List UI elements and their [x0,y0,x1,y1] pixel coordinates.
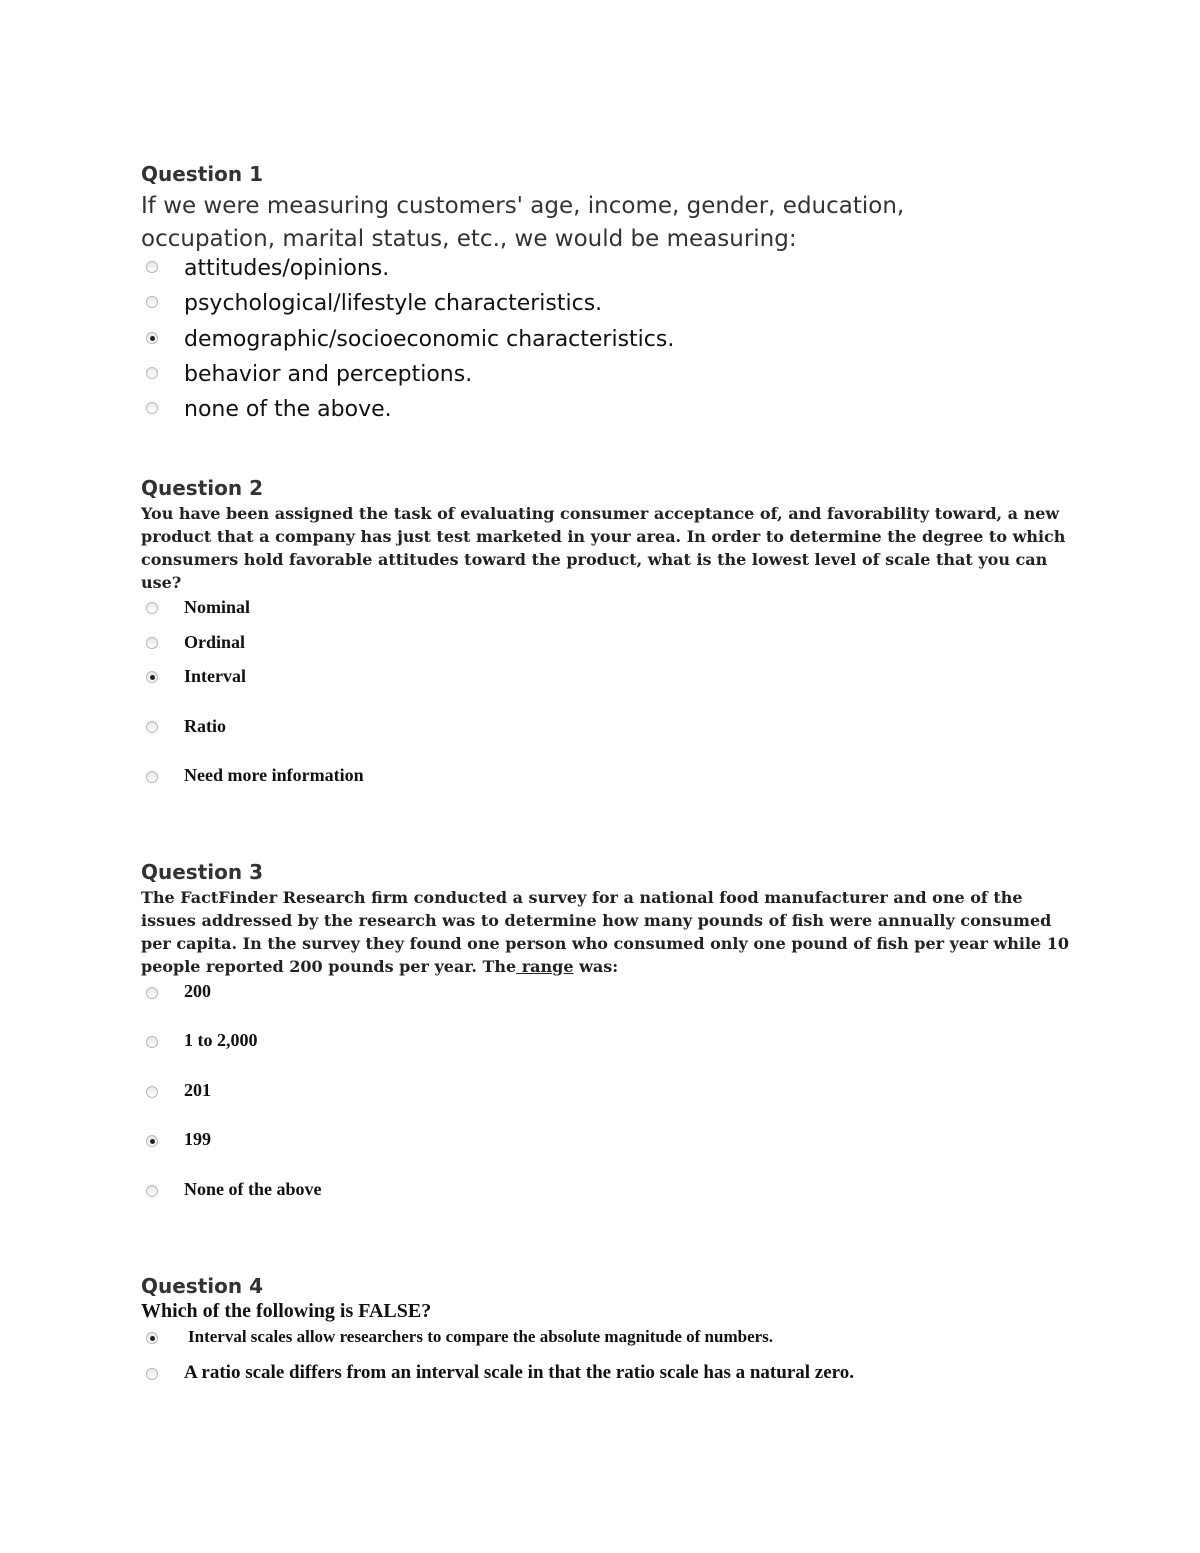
question-3-text-main: The FactFinder Research firm conducted a survey for a national food manufacturer and one of the issues addressed by the research was to determine how many pounds of fish were annually consumed per capita. In the survey they found one person who consumed only one pound of fish per year while 10 people reported 200 pounds per year. The [141,888,1070,976]
q2-option-1-label: Nominal [184,597,251,617]
question-2-title: Question 2 [141,476,263,500]
q4-option-2-label: A ratio scale differs from an interval scale in that the ratio scale has a natural zero. [184,1362,854,1383]
q3-option-3-label: 201 [184,1080,211,1100]
q1-option-1-label: attitudes/opinions. [184,256,390,281]
q3-option-2-radio[interactable] [146,1036,158,1048]
q2-option-1-radio[interactable] [146,602,158,614]
question-1-title: Question 1 [141,162,263,186]
q3-option-4-radio[interactable] [146,1135,158,1147]
q3-option-5-radio[interactable] [146,1185,158,1197]
question-2-text: You have been assigned the task of evaluating consumer acceptance of, and favorability toward, a new product that a company has just test marketed in your area. In order to determine the degree to which consumers hold favorable attitudes toward the product, what is the lowest level of scale that you can use? [141,504,1066,592]
q1-option-2-label: psychological/lifestyle characteristics. [184,291,603,316]
q1-option-1-radio[interactable] [146,261,158,273]
question-1-text: If we were measuring customers' age, income, gender, education, occupation, marital status, etc., we would be measuring: [141,193,905,252]
q3-option-2-label: 1 to 2,000 [184,1030,258,1050]
q2-option-2-radio[interactable] [146,637,158,649]
q3-option-1-label: 200 [184,981,211,1001]
question-3-title: Question 3 [141,860,263,884]
q4-option-1-label: Interval scales allow researchers to compare the absolute magnitude of numbers. [188,1327,774,1346]
q3-option-4-label: 199 [184,1129,211,1149]
q2-option-3-radio[interactable] [146,671,158,683]
q2-option-4-label: Ratio [184,716,226,736]
q1-option-3-label: demographic/socioeconomic characteristics. [184,327,675,352]
q1-option-4-radio[interactable] [146,367,158,379]
q1-option-2-radio[interactable] [146,296,158,308]
q2-option-2-label: Ordinal [184,632,246,652]
question-3-text-underlined: range [516,957,574,976]
q2-option-5-label: Need more information [184,765,364,785]
q4-option-1-radio[interactable] [146,1332,158,1344]
q4-option-2-radio[interactable] [146,1368,158,1380]
q3-option-3-radio[interactable] [146,1086,158,1098]
q2-option-3-label: Interval [184,666,246,686]
q2-option-5-radio[interactable] [146,771,158,783]
q3-option-1-radio[interactable] [146,987,158,999]
q2-option-4-radio[interactable] [146,721,158,733]
question-3-text-end: was: [573,957,619,976]
q1-option-3-radio[interactable] [146,332,158,344]
q3-option-5-label: None of the above [184,1179,322,1199]
question-4-title: Question 4 [141,1274,263,1298]
q1-option-4-label: behavior and perceptions. [184,362,473,387]
question-3-text [141,886,1081,978]
q1-option-5-label: none of the above. [184,397,392,422]
question-4-text: Which of the following is FALSE? [141,1300,432,1322]
q1-option-5-radio[interactable] [146,402,158,414]
